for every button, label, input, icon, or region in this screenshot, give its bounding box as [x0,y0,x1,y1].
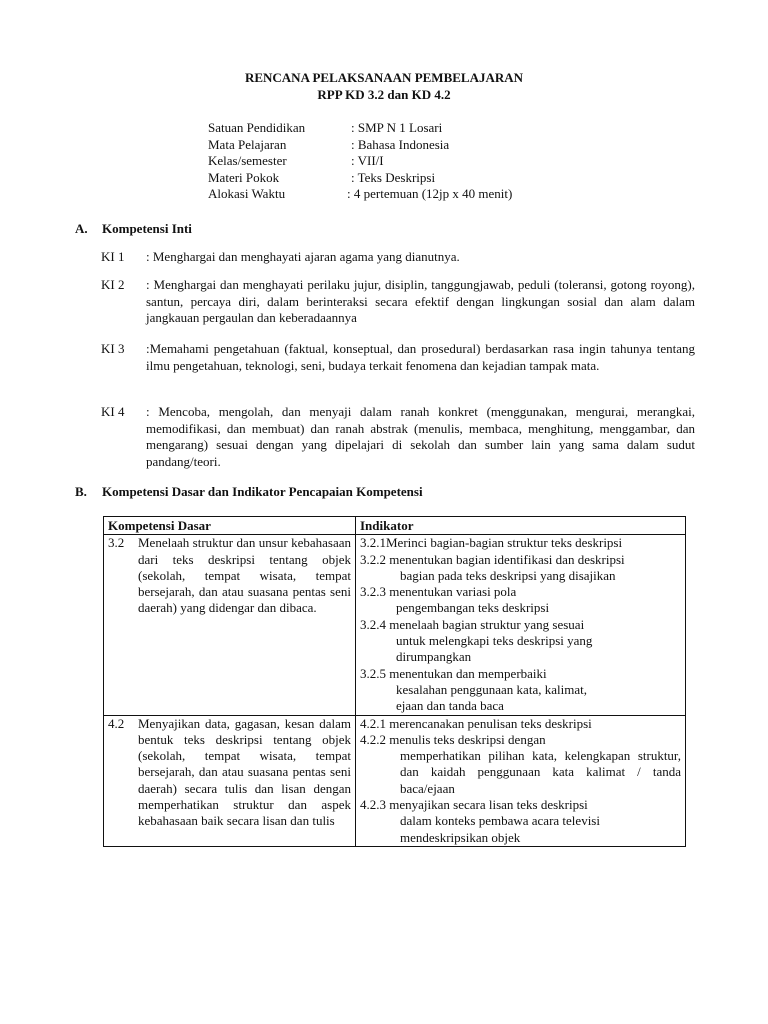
indicator-continuation: dalam konteks pembawa acara televisi mendeskripsikan objek [400,813,600,845]
table-row [104,535,686,715]
ki-code: KI 3 [101,341,125,356]
indicator-text: 4.2.3 menyajikan secara lisan teks deskripsi [360,797,588,813]
ki-item [101,249,695,266]
identity-key: Alokasi Waktu [208,186,286,201]
ki-text: : Mencoba, mengolah, dan menyaji dalam ranah konkret (menggunakan, mengurai, merangkai, memodifikasi, dan membuat) dan ranah abstrak (menulis, membaca, menghitung, menggambar, dan mengarang) sesuai dengan yang dipelajari di sekolah dan sumber lain yang sama dalam sudut pandang/teori. [146,404,695,469]
indicator-cell [356,535,686,715]
kd-description: Menyajikan data, gagasan, kesan dalam bentuk teks deskripsi tentang objek (sekolah, tempat wisata, tempat bersejarah, dan atau suasana pentas seni daerah) secara tulis dan lisan dengan memperhatikan struktur dan aspek kebahasaan baik secara lisan dan tulis [138,715,351,829]
ki-text: : Menghargai dan menghayati perilaku jujur, disiplin, tanggungjawab, peduli (toleransi, gotong royong), santun, percaya diri, dalam berinteraksi secara efektif dengan lingkungan sosial dan alam dalam jangkauan pergaulan dan keberadaannya [146,277,695,325]
indicator-item [360,797,681,846]
identity-row [208,153,512,170]
identity-row [208,137,512,154]
section-title: Kompetensi Dasar dan Indikator Pencapaian Kompetensi [102,484,423,499]
ki-text: : Menghargai dan menghayati ajaran agama yang dianutnya. [146,249,460,264]
ki-item [101,277,695,327]
indicator-item [360,716,681,732]
indicator-continuation: untuk melengkapi teks deskripsi yang dirumpangkan [396,633,593,665]
identity-block [208,120,512,203]
indicator-text: 3.2.2 menentukan bagian identifikasi dan deskripsi [360,551,625,567]
section-letter: B. [75,484,87,499]
identity-row [208,186,512,203]
identity-key: Materi Pokok [208,169,280,185]
identity-row [208,170,512,187]
indicator-item [360,666,681,715]
kd-cell [104,715,356,846]
kd-number: 3.2 [108,535,125,551]
identity-key: Kelas/semester [208,153,287,168]
section-title: Kompetensi Inti [102,221,192,236]
ki-item [101,404,695,470]
indicator-text: 3.2.5 menentukan dan memperbaiki [360,665,547,681]
indicator-text: 3.2.4 menelaah bagian struktur yang sesuai [360,616,585,632]
indicator-text: 4.2.2 menulis teks deskripsi dengan [360,731,546,747]
kd-cell [104,535,356,715]
identity-value: : Bahasa Indonesia [351,136,450,152]
section-b-heading [75,484,423,501]
ki-text: :Memahami pengetahuan (faktual, konseptual, dan prosedural) berdasarkan rasa ingin tahunya tentang ilmu pengetahuan, teknologi, seni, budaya terkait fenomena dan kejadian tampak mata. [146,341,695,373]
indicator-continuation: pengembangan teks deskripsi [396,600,550,616]
ki-code: KI 1 [101,249,125,264]
indicator-item [360,732,681,797]
table-header-row [104,517,686,535]
ki-item [101,341,695,374]
indicator-text: 3.2.1Merinci bagian-bagian struktur teks deskripsi [360,535,623,551]
indicator-cell [356,715,686,846]
ki-code: KI 2 [101,277,125,292]
kd-number: 4.2 [108,715,125,731]
identity-value: : Teks Deskripsi [351,169,436,185]
identity-row [208,120,512,137]
table-row [104,715,686,846]
identity-key: Satuan Pendidikan [208,120,306,135]
indicator-text: 3.2.3 menentukan variasi pola [360,584,517,600]
document-title: RENCANA PELAKSANAAN PEMBELAJARAN [244,70,524,85]
indicator-text: 4.2.1 merencanakan penulisan teks deskripsi [360,715,592,731]
indicator-item [360,552,681,585]
section-letter: A. [75,221,88,236]
indicator-continuation: kesalahan penggunaan kata, kalimat, ejaan dan tanda baca [396,681,587,714]
competency-table [103,516,686,847]
ki-code: KI 4 [101,404,125,419]
identity-value: : 4 pertemuan (12jp x 40 menit) [347,186,513,201]
document-subtitle: RPP KD 3.2 dan KD 4.2 [317,87,451,102]
identity-key: Mata Pelajaran [208,136,287,152]
section-a-heading [75,221,192,238]
identity-value: : VII/I [351,153,384,168]
indicator-item [360,617,681,666]
indicator-continuation: memperhatikan pilihan kata, kelengkapan struktur, dan kaidah penggunaan kata kalimat / tanda baca/ejaan [400,748,681,796]
indicator-item [360,535,681,551]
indicator-continuation: bagian pada teks deskripsi yang disajikan [400,567,616,583]
table-header-kd: Kompetensi Dasar [104,517,356,535]
identity-value: : SMP N 1 Losari [351,120,443,135]
indicator-item [360,584,681,617]
table-header-indicator: Indikator [356,517,686,535]
kd-description: Menelaah struktur dan unsur kebahasaan dari teks deskripsi tentang objek (sekolah, tempat wisata, tempat bersejarah, dan atau suasana pentas seni daerah) yang didengar dan dibaca. [138,535,351,616]
